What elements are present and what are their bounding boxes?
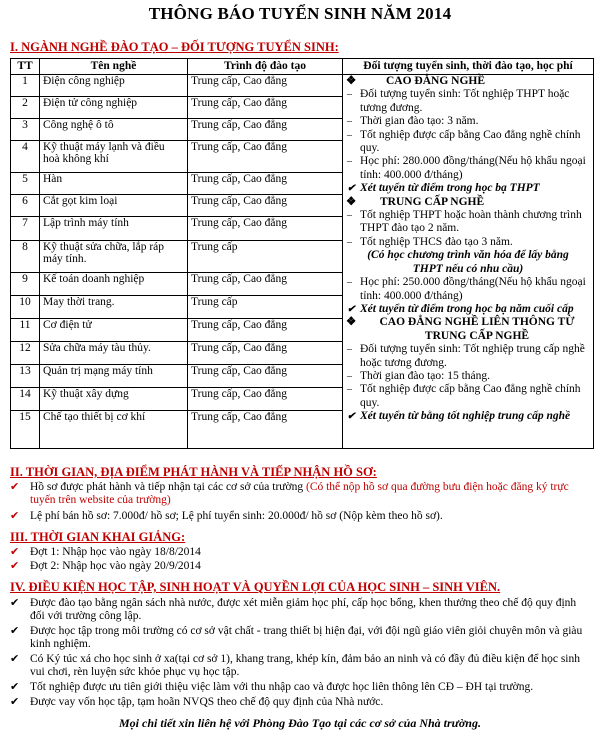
program-name: Quản trị mạng máy tính [40, 365, 188, 388]
lt-emphasis: ✔ Xét tuyển từ bằng tốt nghiệp trung cấp nghề [347, 410, 571, 423]
lt-item: – Thời gian đào tạo: 15 tháng. [347, 369, 490, 382]
cd-item: – Tốt nghiệp được cấp bằng Cao đẳng nghề chính quy. [347, 128, 581, 155]
dash-bullet-icon: – [347, 344, 352, 356]
row-number: 14 [11, 388, 40, 411]
program-name: Điện công nghiệp [40, 75, 188, 97]
tc-note: (Có học chương trình văn hóa để lấy bằng THPT nếu có nhu cầu) [367, 249, 569, 275]
check-bullet-icon: ✔ [10, 696, 20, 708]
program-level: Trung cấp, Cao đẳng [188, 97, 343, 119]
program-level: Trung cấp, Cao đẳng [188, 75, 343, 97]
program-level: Trung cấp [188, 296, 343, 319]
cd-item: – Thời gian đào tạo: 3 năm. [347, 115, 479, 128]
row-number: 8 [11, 241, 40, 273]
check-bullet-icon: ✔ [10, 597, 20, 609]
col-header-tt: TT [11, 59, 40, 75]
check-bullet-icon: ✔ [347, 183, 356, 195]
check-bullet-icon: ✔ [10, 481, 20, 493]
program-level: Trung cấp, Cao đẳng [188, 319, 343, 342]
admission-details-cell [343, 75, 594, 449]
dash-bullet-icon: – [347, 210, 352, 222]
program-level: Trung cấp, Cao đẳng [188, 119, 343, 141]
diamond-bullet-icon: ❖ [346, 316, 357, 329]
program-level: Trung cấp, Cao đẳng [188, 195, 343, 217]
check-bullet-icon: ✔ [10, 560, 20, 572]
program-name: Kế toán doanh nghiệp [40, 273, 188, 296]
program-name: Chế tạo thiết bị cơ khí [40, 411, 188, 449]
section-3-heading: III. THỜI GIAN KHAI GIẢNG: [10, 530, 186, 544]
section-4-item: ✔ Tốt nghiệp được ưu tiên giới thiệu việc làm với thu nhập cao và được học liên thông lên CĐ – ĐH tại trường. [10, 681, 534, 693]
section-2-item: ✔ Lệ phí bán hồ sơ: 7.000đ/ hồ sơ; Lệ phí tuyển sinh: 20.000đ/ hồ sơ (Nộp kèm theo hồ sơ). [10, 510, 443, 522]
cd-heading: ❖ CAO ĐẲNG NGHỀ [346, 75, 486, 87]
row-number: 2 [11, 97, 40, 119]
col-header-details: Đối tượng tuyển sinh, thời đào tạo, học phí [343, 59, 594, 75]
page-title: THÔNG BÁO TUYỂN SINH NĂM 2014 [148, 4, 452, 23]
program-name: Kỹ thuật xây dựng [40, 388, 188, 411]
tc-emphasis: ✔ Xét tuyển từ điểm trong học bạ năm cuối cấp [347, 302, 574, 315]
lt-item: – Đối tượng tuyển sinh: Tốt nghiệp trung cấp nghề hoặc tương đương. [347, 343, 585, 369]
program-name: Cơ điện tử [40, 319, 188, 342]
section-1-heading: I. NGÀNH NGHỀ ĐÀO TẠO – ĐỐI TƯỢNG TUYỂN SINH: [10, 40, 339, 54]
program-level: Trung cấp, Cao đẳng [188, 217, 343, 241]
row-number: 1 [11, 75, 40, 97]
dash-bullet-icon: – [347, 129, 352, 141]
lt-item: – Tốt nghiệp được cấp bằng Cao đẳng nghề chính quy. [347, 383, 581, 409]
row-number: 9 [11, 273, 40, 296]
row-number: 11 [11, 319, 40, 342]
section-3-item: ✔ Đợt 2: Nhập học vào ngày 20/9/2014 [10, 560, 201, 572]
dash-bullet-icon: – [347, 156, 352, 168]
tc-heading: ❖ TRUNG CẤP NGHỀ [346, 195, 485, 208]
row-number: 3 [11, 119, 40, 141]
row-number: 7 [11, 217, 40, 241]
program-level: Trung cấp, Cao đẳng [188, 273, 343, 296]
check-bullet-icon: ✔ [10, 546, 20, 558]
section-4-item: ✔ Có Ký túc xá cho học sinh ở xa(tại cơ sở 1), khang trang, khép kín, đảm bảo an ninh và có đầy đủ điều kiện để học sinh vui chơi, rèn luyện sức khỏe phục vụ học tập. [10, 653, 580, 679]
dash-bullet-icon: – [347, 370, 352, 382]
dash-bullet-icon: – [347, 236, 352, 248]
row-number: 4 [11, 141, 40, 173]
section-2-item: ✔ Hồ sơ được phát hành và tiếp nhận tại các cơ sở của trường (Có thể nộp hồ sơ qua đường bưu điện hoặc đăng ký trực tuyến trên website của trường) [10, 481, 569, 507]
check-bullet-icon: ✔ [10, 510, 20, 522]
check-bullet-icon: ✔ [10, 625, 20, 637]
check-bullet-icon: ✔ [347, 303, 356, 315]
col-header-name: Tên nghề [40, 59, 188, 75]
check-bullet-icon: ✔ [347, 411, 356, 423]
dash-bullet-icon: – [347, 277, 352, 289]
dash-bullet-icon: – [347, 89, 352, 101]
program-name: Kỹ thuật sửa chữa, lắp ráp máy tính. [40, 241, 188, 273]
check-bullet-icon: ✔ [10, 681, 20, 693]
program-name: Sửa chữa máy tàu thủy. [40, 342, 188, 365]
section-2-heading: II. THỜI GIAN, ĐỊA ĐIỂM PHÁT HÀNH VÀ TIẾP NHẬN HỒ SƠ: [10, 465, 377, 479]
program-level: Trung cấp, Cao đẳng [188, 411, 343, 449]
row-number: 5 [11, 173, 40, 195]
footer-contact-note: Mọi chi tiết xin liên hệ với Phòng Đào Tạo tại các cơ sở của Nhà trường. [119, 716, 481, 730]
program-name: Công nghệ ô tô [40, 119, 188, 141]
cd-item: – Học phí: 280.000 đồng/tháng(Nếu hộ khẩu ngoại tỉnh: 400.000 đ/tháng) [347, 155, 586, 181]
dash-bullet-icon: – [347, 116, 352, 128]
row-number: 12 [11, 342, 40, 365]
program-name: Cắt gọt kim loại [40, 195, 188, 217]
cd-item: – Đối tượng tuyển sinh: Tốt nghiệp THPT hoặc tương đương. [347, 88, 570, 114]
tc-fee: – Học phí: 250.000 đồng/tháng(Nếu hộ khẩu ngoại tỉnh: 400.000 đ/tháng) [347, 276, 586, 302]
lt-heading: ❖ CAO ĐẲNG NGHỀ LIÊN THÔNG TỪ TRUNG CẤP NGHỀ [346, 316, 575, 342]
program-name: Hàn [40, 173, 188, 195]
section-4-item: ✔ Được vay vốn học tập, tạm hoãn NVQS theo chế độ quy định của Nhà nước. [10, 696, 384, 708]
dash-bullet-icon: – [347, 384, 352, 396]
row-number: 13 [11, 365, 40, 388]
tc-item: – Tốt nghiệp THPT hoặc hoàn thành chương trình THPT đào tạo 2 năm. [347, 209, 582, 235]
program-level: Trung cấp, Cao đẳng [188, 388, 343, 411]
program-level: Trung cấp, Cao đẳng [188, 141, 343, 173]
section-3-item: ✔ Đợt 1: Nhập học vào ngày 18/8/2014 [10, 546, 201, 558]
col-header-level: Trình độ đào tạo [188, 59, 343, 75]
program-level: Trung cấp, Cao đẳng [188, 173, 343, 195]
row-number: 6 [11, 195, 40, 217]
table-header-row [11, 59, 594, 75]
section-4-heading: IV. ĐIỀU KIỆN HỌC TẬP, SINH HOẠT VÀ QUYỀN LỢI CỦA HỌC SINH – SINH VIÊN. [10, 580, 501, 594]
check-bullet-icon: ✔ [10, 653, 20, 665]
section-4-item: ✔ Được học tập trong môi trường có cơ sở vật chất - trang thiết bị hiện đại, với đội ngũ giáo viên giỏi chuyên môn và giàu kinh nghiệm. [10, 625, 583, 651]
program-name: Lập trình máy tính [40, 217, 188, 241]
row-number: 10 [11, 296, 40, 319]
cd-emphasis: ✔ Xét tuyển từ điểm trong học bạ THPT [347, 182, 540, 195]
program-name: Điện tử công nghiệp [40, 97, 188, 119]
program-name: May thời trang. [40, 296, 188, 319]
program-level: Trung cấp [188, 241, 343, 273]
table-row [11, 75, 594, 97]
programs-table [10, 58, 594, 449]
row-number: 15 [11, 411, 40, 449]
diamond-bullet-icon: ❖ [346, 195, 357, 208]
diamond-bullet-icon: ❖ [346, 75, 357, 87]
program-level: Trung cấp, Cao đẳng [188, 342, 343, 365]
section-4-item: ✔ Được đào tạo bằng ngân sách nhà nước, được xét miễn giảm học phí, cấp học bổng, khen thưởng theo chế độ quy định đối với trường công lập. [10, 597, 577, 623]
program-name: Kỹ thuật máy lạnh và điều hoà không khí [40, 141, 188, 173]
tc-item: – Tốt nghiệp THCS đào tạo 3 năm. [347, 235, 513, 248]
program-level: Trung cấp, Cao đẳng [188, 365, 343, 388]
